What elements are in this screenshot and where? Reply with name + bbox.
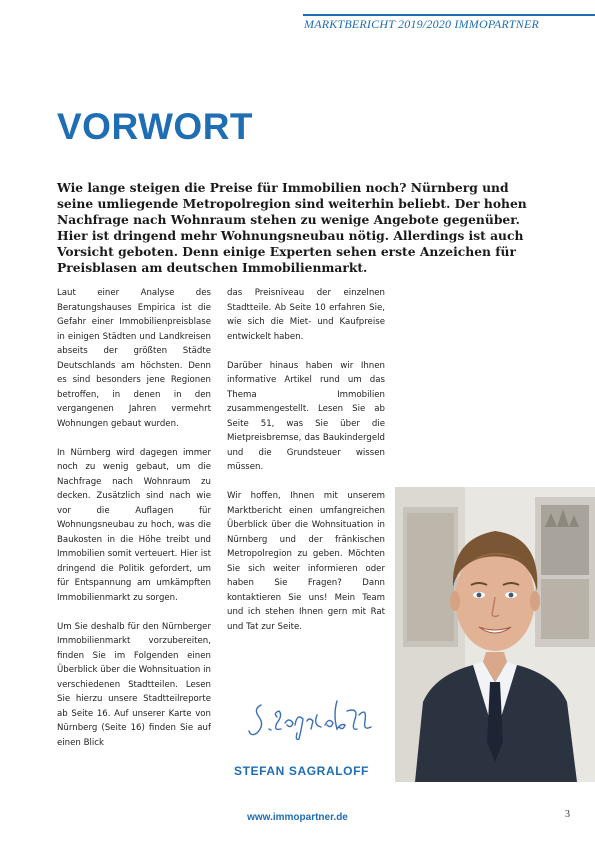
text-column-left [57, 286, 211, 765]
body-paragraph: Wir hoffen, Ihnen mit unserem Marktbericht einen umfangreichen Überblick über die Wohnsituation in Nürnberg und der fränkischen Metropolregion zu geben. Möchten Sie sich weiter informieren oder haben Sie Fragen? Dann kontaktieren Sie uns! Mein Team und ich stehen Ihnen gern mit Rat und Tat zur Seite. [227, 491, 385, 632]
lead-paragraph: Wie lange steigen die Preise für Immobilien noch? Nürnberg und seine umliegende Metropolregion sind weiterhin beliebt. Der hohen Nachfrage nach Wohnraum stehen zu wenige Angebote gegenüber. Hier ist dringend mehr Wohnungsneubau nötig. Allerdings ist auch Vorsicht geboten. Denn einige Experten sehen erste Anzeichen für Preisblasen am deutschen Immobilienmarkt. [57, 180, 527, 275]
body-paragraph: Um Sie deshalb für den Nürnberger Immobilienmarkt vorzubereiten, finden Sie im Folgenden einen Überblick über die Wohnsituation in verschiedenen Stadtteilen. Lesen Sie hierzu unsere Stadtteilreporte ab Seite 16. Auf unserer Karte von Nürnberg (Seite 16) finden Sie auf einen Blick [57, 621, 211, 748]
body-paragraph: Laut einer Analyse des Beratungshauses Empirica ist die Gefahr einer Immobilienpreisblase in einigen Städten und Landkreisen abseits der größten Städte Deutschlands am höchsten. Denn es sind besonders jene Regionen betroffen, in denen in den vergangenen Jahren vermehrt Wohnungen gebaut wurden. [57, 288, 211, 429]
author-portrait [395, 487, 595, 782]
page-title: VORWORT [57, 106, 254, 147]
handwritten-signature [247, 695, 377, 743]
header-rule [303, 14, 595, 16]
body-paragraph: Darüber hinaus haben wir Ihnen informative Artikel rund um das Thema Immobilien zusammengestellt. Lesen Sie ab Seite 51, was Sie über die Mietpreisbremse, das Baukindergeld und die Grundsteuer wissen müssen. [227, 360, 385, 472]
page-number: 3 [565, 809, 570, 820]
footer-website-link[interactable]: www.immopartner.de [247, 812, 348, 823]
body-paragraph: das Preisniveau der einzelnen Stadtteile. Ab Seite 10 erfahren Sie, wie sich die Miet- und Kaufpreise entwickelt haben. [227, 288, 385, 342]
body-paragraph: In Nürnberg wird dagegen immer noch zu wenig gebaut, um die Nachfrage nach Wohnraum zu decken. Zusätzlich sind nach wie vor die Auflagen für Wohnungsneubau zu hoch, was die Baukosten in die Höhe treibt und Immobilien somit verteuert. Hier ist dringend die Politik gefordert, um für Entspannung am umkämpften Immobilienmarkt zu sorgen. [57, 447, 211, 603]
running-header: MARKTBERICHT 2019/2020 IMMOPARTNER [304, 17, 540, 31]
author-name: STEFAN SAGRALOFF [234, 764, 369, 778]
text-column-right [227, 286, 385, 649]
